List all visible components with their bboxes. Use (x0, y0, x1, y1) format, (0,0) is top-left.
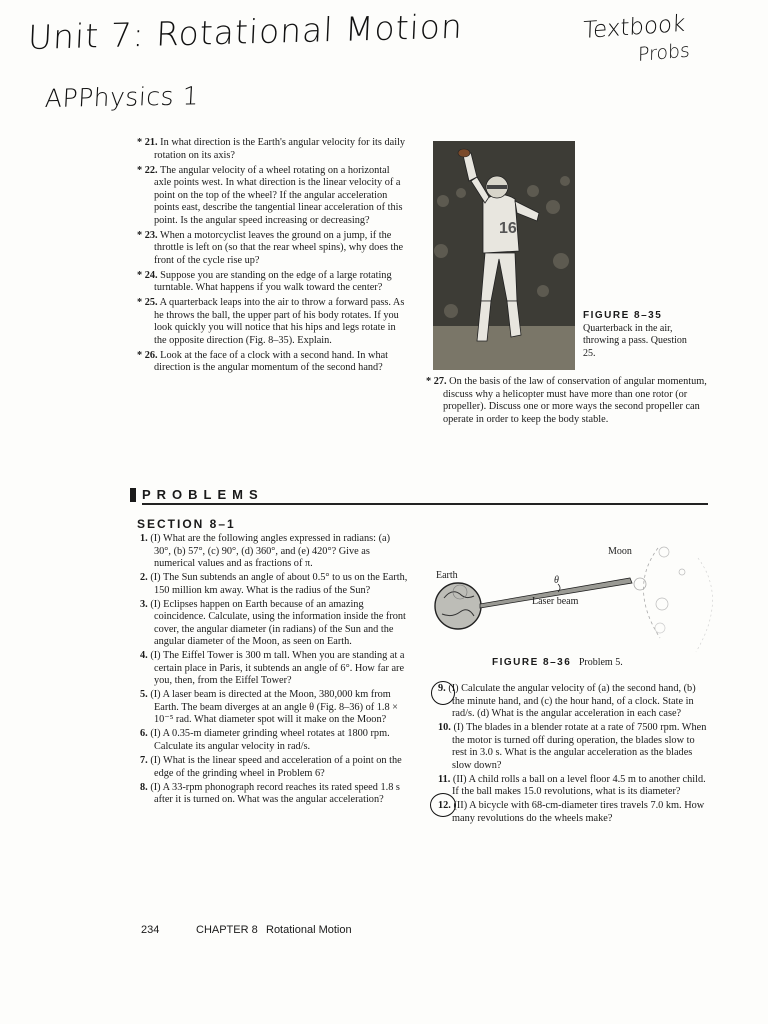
question-item (426, 376, 708, 426)
problem-text: (I) What are the following angles expressed in radians: (a) 30°, (b) 57°, (c) 90°, (d) 360°, and (e) 420°? Give as numerical values and as fractions of π. (150, 533, 391, 569)
question-number: * 27. (426, 376, 447, 387)
problem-item (438, 683, 708, 721)
questions-left-column (137, 137, 407, 378)
problem-text: (I) Eclipses happen on Earth because of an amazing coincidence. Calculate, using the information inside the front cover, the angular diameter (in radians) of the Sun and the angular diameter of the Moon, as seen on Earth. (150, 598, 406, 648)
question-number: * 24. (137, 269, 158, 281)
problem-item (438, 800, 708, 825)
problem-number: 3. (140, 598, 148, 610)
problem-text: (I) A laser beam is directed at the Moon, 380,000 km from Earth. The beam diverges at an angle θ (Fig. 8–36) of 1.8 × 10⁻⁵ rad. What diameter spot will it make on the Moon? (150, 689, 398, 726)
question-27 (426, 376, 708, 429)
problem-item (140, 650, 408, 688)
question-item (137, 137, 407, 162)
question-number: * 23. (137, 229, 158, 241)
question-number: * 25. (137, 297, 158, 309)
problem-item (140, 572, 408, 597)
problem-number: 2. (140, 572, 148, 584)
question-text: Look at the face of a clock with a second hand. In what direction is the angular momentum of the second hand? (154, 349, 389, 374)
svg-text:θ: θ (554, 575, 559, 586)
problem-number: 4. (140, 650, 148, 662)
earth-globe (435, 583, 481, 629)
question-text: The angular velocity of a wheel rotating on a horizontal axle points west. In what direction is the linear velocity of a point on the top of the wheel? If the angular acceleration points east, describe the tangential linear acceleration of this point. Is the angular speed increasing or decreasing? (154, 164, 403, 226)
question-item (137, 165, 407, 228)
problem-text: (I) A 33-rpm phonograph record reaches its rated speed 1.8 s after it is turned on. What was the angular acceleration? (150, 781, 400, 806)
question-number: * 22. (137, 164, 158, 176)
problem-text: (I) The Sun subtends an angle of about 0.5° to us on the Earth, 150 million km away. What is the radius of the Sun? (150, 572, 408, 596)
problem-text: (I) The Eiffel Tower is 300 m tall. When you are standing at a certain place in Paris, it subtends an angle of 6°. How far are you, then, from the Eiffel Tower? (150, 650, 405, 687)
handwritten-subtitle: APPhysics 1 (44, 81, 200, 114)
problem-item (438, 774, 708, 799)
heading-rule (142, 503, 708, 505)
problem-item (140, 728, 408, 753)
problem-number: 8. (140, 781, 148, 793)
question-text: When a motorcyclist leaves the ground on a jump, if the throttle is left on (so that the rear wheel spins), why does the front of the cycle rise up? (154, 229, 404, 266)
problem-text: (I) The blades in a blender rotate at a rate of 7500 rpm. When the motor is turned off during operation, the blades slow to rest in 3.0 s. What is the angular acceleration as the blades slow down? (452, 722, 707, 771)
earth-label: Earth (436, 570, 458, 581)
problem-number: 12. (438, 800, 451, 812)
problem-item (438, 722, 708, 772)
figure-8-36-text: Problem 5. (578, 657, 623, 668)
problems-left-column (140, 533, 408, 808)
problem-number: 9. (438, 683, 446, 694)
handdrawn-circle-11 (430, 793, 456, 817)
handwritten-title: Unit 7: Rotational Motion (27, 6, 464, 58)
jersey-number: 16 (499, 220, 517, 237)
question-text: On the basis of the law of conservation of angular momentum, discuss why a helicopter must have more than one rotor (or propeller). Discuss one or more ways the second propeller can operate in order to keep the body stable. (443, 376, 707, 425)
figure-8-36-caption (492, 657, 712, 670)
section-bar (130, 488, 136, 502)
problem-item (140, 755, 408, 780)
page-number: 234 (141, 924, 160, 936)
question-text: A quarterback leaps into the air to throw a forward pass. As he throws the ball, the upper part of his body rotates. If you look quickly you will notice that his hips and legs rotate in the opposite direction (Fig. 8–35). Explain. (154, 297, 405, 346)
question-item (137, 270, 407, 295)
question-item (137, 297, 407, 347)
problem-text: (I) Calculate the angular velocity of (a) the second hand, (b) the minute hand, and (c) the hour hand, of a clock. State in rad/s. (d) What is the angular acceleration in each case? (448, 683, 696, 719)
handwritten-tag-line2: Probs (637, 39, 691, 67)
figure-8-36-label: FIGURE 8–36 (492, 657, 572, 668)
handdrawn-circle-9 (431, 681, 455, 705)
problems-heading: PROBLEMS (142, 487, 264, 502)
problem-item (140, 689, 408, 727)
figure-8-36-diagram (428, 528, 718, 676)
figure-8-35-caption (583, 310, 693, 360)
section-heading: SECTION 8–1 (137, 517, 236, 531)
quarterback-photo (433, 141, 575, 370)
footer-chapter: CHAPTER 8 (196, 924, 258, 936)
problem-item (140, 782, 408, 807)
figure-8-35-text: Quarterback in the air, throwing a pass. Question 25. (583, 322, 687, 359)
problem-text: (I) What is the linear speed and acceleration of a point on the edge of the grinding wheel in Problem 6? (150, 755, 402, 779)
handwritten-tag-line1: Textbook (582, 10, 686, 45)
problem-number: 11. (438, 773, 451, 785)
problems-right-column (438, 683, 708, 827)
footer-title: Rotational Motion (266, 924, 352, 936)
problem-number: 10. (438, 722, 451, 734)
problem-item (140, 533, 408, 571)
question-number: * 21. (137, 137, 158, 148)
problem-number: 5. (140, 689, 148, 701)
moon-label: Moon (608, 546, 632, 557)
problem-text: (II) A child rolls a ball on a level floor 4.5 m to another child. If the ball makes 15.0 revolutions, what is its diameter? (452, 773, 706, 798)
problem-text: (II) A bicycle with 68-cm-diameter tires travels 7.0 km. How many revolutions do the wheels make? (452, 800, 705, 824)
question-text: In what direction is the Earth's angular velocity for its daily rotation on its axis? (154, 137, 406, 161)
question-item (137, 230, 407, 268)
figure-8-35-label: FIGURE 8–35 (583, 310, 663, 321)
problem-number: 1. (140, 533, 148, 544)
problem-number: 6. (140, 728, 148, 740)
question-text: Suppose you are standing on the edge of a large rotating turntable. What happens if you walk toward the center? (154, 269, 392, 294)
question-number: * 26. (137, 349, 158, 361)
question-item (137, 350, 407, 375)
problem-number: 7. (140, 755, 148, 767)
problem-text: (I) A 0.35-m diameter grinding wheel rotates at 1800 rpm. Calculate its angular velocity in rad/s. (150, 728, 390, 752)
problem-item (140, 599, 408, 649)
laser-beam-label: Laser beam (532, 596, 579, 607)
